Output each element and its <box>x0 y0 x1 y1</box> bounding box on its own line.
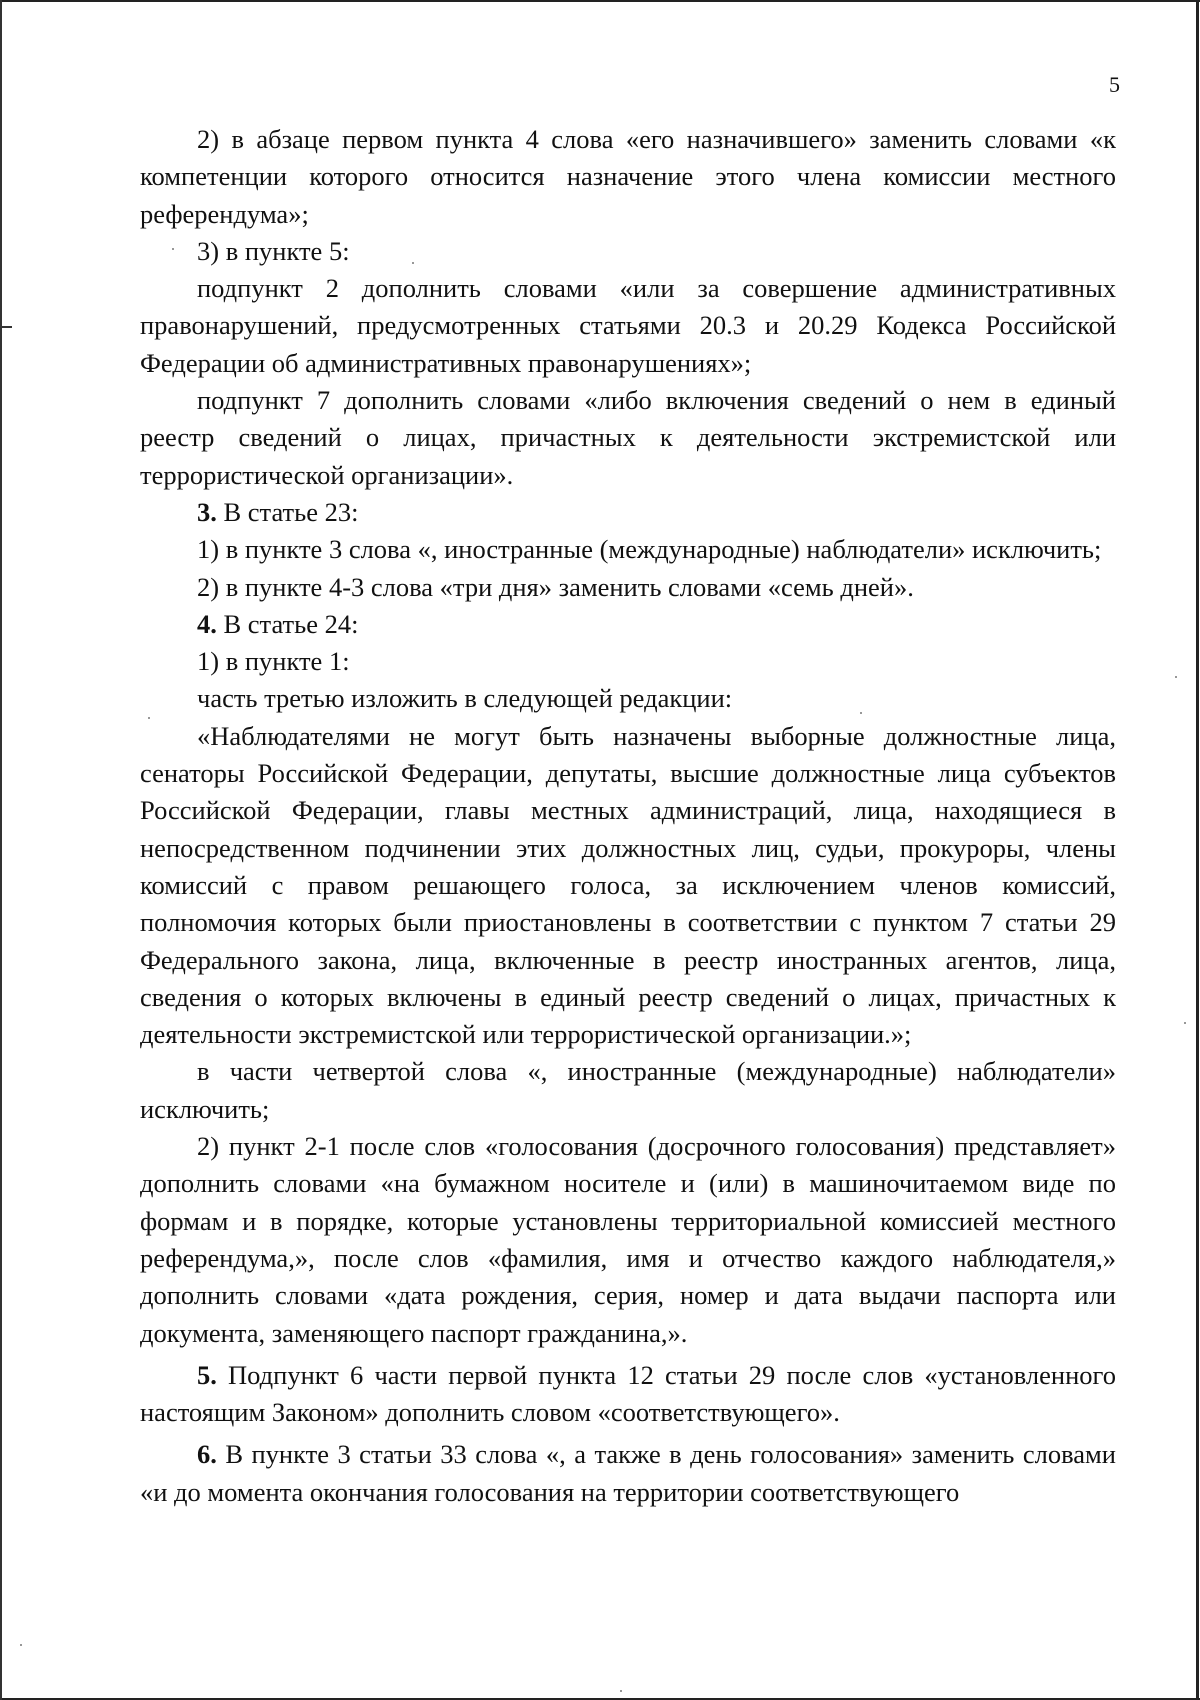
quoted-paragraph: «Наблюдателями не могут быть назначены выборные должностные лица, сенаторы Российской Федерации, депутаты, высшие должностные лица субъектов Российской Федерации, главы местных администраций, лица, находящиеся в непосредственном подчинении этих должностных лиц, судьи, прокуроры, члены комиссий с правом решающего голоса, за исключением членов комиссий, полномочия которых были приостановлены в соответствии с пунктом 7 статьи 29 Федерального закона, лица, включенные в реестр иностранных агентов, лица, сведения о которых включены в единый реестр сведений о лицах, причастных к деятельности экстремистской или террористической организации.»; <box>140 720 1116 1050</box>
item-number: 3. <box>197 496 217 527</box>
page-number: 5 <box>1109 72 1120 97</box>
item-number: 5. <box>197 1359 217 1390</box>
scan-speck <box>1175 676 1177 678</box>
scan-speck <box>620 1690 622 1692</box>
scan-border-top <box>0 0 1200 2</box>
paragraph: 2) пункт 2-1 после слов «голосования (досрочного голосования) представляет» дополнить словами «на бумажном носителе и (или) в машиночитаемом виде по формам и в порядке, которые установлены территориальной комиссией местного референдума,», после слов «фамилия, имя и отчество каждого наблюдателя,» дополнить словами «дата рождения, серия, номер и дата выдачи паспорта или документа, заменяющего паспорт гражданина,». <box>140 1131 1116 1348</box>
scan-border-right <box>1196 0 1199 1700</box>
item-number: 4. <box>197 608 217 639</box>
paragraph: подпункт 7 дополнить словами «либо включения сведений о нем в единый реестр сведений о лицах, причастных к деятельности экстремистской или террористической организации». <box>140 385 1116 490</box>
article-heading: 4. В статье 24: <box>197 608 359 639</box>
scan-edge-mark <box>0 326 12 328</box>
paragraph: часть третью изложить в следующей редакции: <box>197 683 733 714</box>
paragraph: 1) в пункте 1: <box>197 646 350 677</box>
scan-speck <box>20 1644 22 1646</box>
paragraph: 2) в абзаце первом пункта 4 слова «его назначившего» заменить словами «к компетенции которого относится назначение этого члена комиссии местного референдума»; <box>140 124 1116 229</box>
scan-speck <box>1184 1022 1186 1024</box>
article-item: 6. В пункте 3 статьи 33 слова «, а также в день голосования» заменить словами «и до момента окончания голосования на территории соответствующего <box>140 1439 1116 1507</box>
paragraph: 1) в пункте 3 слова «, иностранные (международные) наблюдатели» исключить; <box>197 534 1102 565</box>
document-body <box>140 121 1116 1511</box>
paragraph: 3) в пункте 5: <box>197 235 350 266</box>
article-heading: 3. В статье 23: <box>197 496 359 527</box>
paragraph: 2) в пункте 4-3 слова «три дня» заменить словами «семь дней». <box>197 571 914 602</box>
scan-border-left <box>0 0 2 1700</box>
article-item: 5. Подпункт 6 части первой пункта 12 статьи 29 после слов «установленного настоящим Законом» дополнить словом «соответствующего». <box>140 1359 1116 1428</box>
item-number: 6. <box>197 1439 217 1470</box>
paragraph: подпункт 2 дополнить словами «или за совершение административных правонарушений, предусмотренных статьями 20.3 и 20.29 Кодекса Российской Федерации об административных правонарушениях»; <box>140 273 1116 378</box>
paragraph: в части четвертой слова «, иностранные (международные) наблюдатели» исключить; <box>140 1056 1116 1124</box>
